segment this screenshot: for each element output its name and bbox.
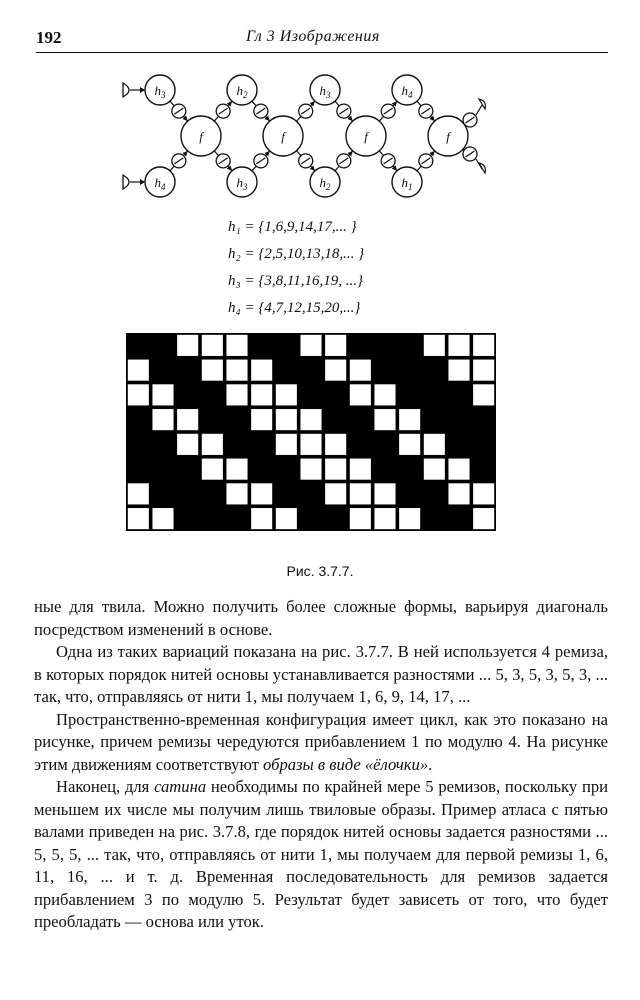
link-line [170, 166, 174, 171]
node-f-3 [428, 116, 468, 156]
link-line [335, 101, 339, 106]
weave-cell-white [177, 409, 198, 430]
link-node-13 [419, 154, 433, 168]
weave-cell-white [226, 360, 247, 381]
weave-cell-white [152, 508, 173, 529]
emphasis-text: образы в виде «ёлочки» [263, 754, 429, 774]
herringbone-weave-pattern [126, 333, 496, 531]
link-line [214, 151, 218, 156]
terminal-bottom [476, 159, 485, 173]
weave-cell-white [424, 335, 445, 356]
svg-text:h1: $h_1$ [401, 175, 413, 192]
weave-cell-white [300, 459, 321, 480]
out-node-bottom [463, 147, 477, 161]
weave-cell-white [473, 384, 494, 405]
node-top-h4-3 [392, 75, 422, 105]
weave-cell-white [226, 459, 247, 480]
link-node-7 [299, 154, 313, 168]
weave-cell-white [350, 384, 371, 405]
link-node-3 [216, 154, 230, 168]
svg-text:h4: $h_4$ [154, 175, 166, 192]
svg-text:f: f [446, 129, 450, 144]
link-node-4 [254, 104, 268, 118]
weave-cell-white [177, 434, 198, 455]
node-f-0 [181, 116, 221, 156]
weave-cell-white [424, 459, 445, 480]
svg-text:h3: $h_3$ [319, 83, 331, 100]
paragraph-3 [34, 709, 608, 777]
link-node-6 [299, 104, 313, 118]
weave-cell-white [374, 483, 395, 504]
paragraph-1 [34, 596, 608, 641]
weave-cell-white [325, 459, 346, 480]
link-node-8 [337, 104, 351, 118]
weave-background [126, 333, 496, 531]
text-run: ные для твила. Можно получить более сложные формы, варьируя диагональ посредством изменений в основе. [34, 597, 608, 639]
link-line [296, 151, 300, 156]
weave-cell-white [300, 434, 321, 455]
input-terminal-top [123, 83, 145, 97]
weave-cell-white [448, 360, 469, 381]
node-top-h3-2 [310, 75, 340, 105]
chapter-title: Гл 3 Изображения [246, 28, 380, 45]
weave-cell-white [128, 384, 149, 405]
link-node-12 [419, 104, 433, 118]
weave-cell-white [473, 483, 494, 504]
paragraph-2 [34, 641, 608, 709]
weave-cell-white [202, 335, 223, 356]
paragraph-4 [34, 776, 608, 934]
weave-cell-white [226, 483, 247, 504]
emphasis-text: сатина [154, 777, 207, 796]
weave-cell-white [128, 360, 149, 381]
link-line [379, 151, 383, 156]
weave-cell-white [202, 459, 223, 480]
weave-cell-white [473, 508, 494, 529]
link-node-1 [172, 154, 186, 168]
svg-text:h3: $h_3$ [154, 83, 166, 100]
weave-cell-white [202, 434, 223, 455]
weave-cell-white [350, 483, 371, 504]
link-line [214, 116, 218, 121]
node-bottom-h1-3 [392, 167, 422, 197]
weave-cell-white [473, 360, 494, 381]
text-run: Наконец, для [56, 777, 155, 796]
svg-text:h3: $h_3$ [236, 175, 248, 192]
weave-cell-white [177, 335, 198, 356]
link-node-5 [254, 154, 268, 168]
svg-text:f: f [199, 129, 203, 144]
page-number: 192 [36, 28, 62, 47]
link-node-2 [216, 104, 230, 118]
set-h1: h₁ = {1,6,9,14,17,... } [228, 219, 357, 235]
weave-cell-white [276, 409, 297, 430]
weave-cell-white [251, 360, 272, 381]
weave-cell-white [399, 434, 420, 455]
weave-cell-white [251, 384, 272, 405]
set-h3: h₃ = {3,8,11,16,19, ...} [228, 273, 363, 289]
node-bottom-h4-0 [145, 167, 175, 197]
node-top-h3-0 [145, 75, 175, 105]
weave-cell-white [128, 483, 149, 504]
weave-cell-white [350, 360, 371, 381]
weave-cell-white [399, 508, 420, 529]
link-node-10 [381, 104, 395, 118]
weave-cell-white [448, 483, 469, 504]
svg-text:h2: $h_2$ [319, 175, 331, 192]
link-node-9 [337, 154, 351, 168]
link-line [417, 166, 421, 171]
weave-cell-white [152, 409, 173, 430]
weave-cell-white [448, 459, 469, 480]
svg-text:f: f [364, 129, 368, 144]
link-line [379, 116, 383, 121]
svg-text:h2: $h_2$ [236, 83, 248, 100]
node-f-2 [346, 116, 386, 156]
set-h4: h₄ = {4,7,12,15,20,...} [228, 300, 361, 316]
weave-cell-white [251, 508, 272, 529]
weave-cell-white [325, 335, 346, 356]
weave-cell-white [399, 409, 420, 430]
weave-cell-white [128, 508, 149, 529]
weave-cell-white [374, 508, 395, 529]
weave-cell-white [325, 434, 346, 455]
remiz-sets [228, 214, 364, 322]
body-text [34, 596, 608, 934]
svg-text:f: f [281, 129, 285, 144]
text-run: . [428, 754, 433, 774]
link-node-0 [172, 104, 186, 118]
weave-cell-white [350, 508, 371, 529]
weave-cell-white [300, 409, 321, 430]
weave-cell-white [251, 483, 272, 504]
terminal-top [476, 99, 485, 115]
figure-caption: Рис. 3.7.7. [286, 563, 354, 579]
node-bottom-h3-1 [227, 167, 257, 197]
link-line [252, 101, 256, 106]
weave-cell-white [152, 384, 173, 405]
weave-cell-white [473, 335, 494, 356]
node-f-1 [263, 116, 303, 156]
weave-cell-white [276, 434, 297, 455]
svg-text:h4: $h_4$ [401, 83, 413, 100]
text-run: Пространственно-временная конфигурация имеет цикл, как это показано на рисунке, причем ремизы чередуются прибавлением 1 по модулю 4. На рисунке этим движениям соответствуют [34, 709, 608, 774]
link-line [296, 116, 300, 121]
node-bottom-h2-2 [310, 167, 340, 197]
weave-cell-white [202, 360, 223, 381]
weave-cell-white [448, 335, 469, 356]
link-line [170, 101, 174, 106]
weave-cell-white [276, 384, 297, 405]
text-run: Одна из таких вариаций показана на рис. 3.7.7. В ней используется 4 ремиза, в которых порядок нитей основы устанавливается разностями ... 5, 3, 5, 3, 5, 3, ... так, что, отправляясь от нити 1, мы получаем 1, 6, 9, 14, 17, ... [34, 642, 608, 706]
weave-cell-white [226, 335, 247, 356]
weave-cell-white [374, 409, 395, 430]
header-rule [36, 52, 608, 53]
weave-cell-white [300, 335, 321, 356]
cellular-automaton-diagram [120, 62, 500, 212]
node-top-h2-1 [227, 75, 257, 105]
weave-cell-white [374, 384, 395, 405]
link-line [335, 166, 339, 171]
page-header [36, 22, 608, 52]
weave-cell-white [276, 508, 297, 529]
weave-cell-white [424, 434, 445, 455]
link-line [252, 166, 256, 171]
set-h2: h₂ = {2,5,10,13,18,... } [228, 246, 365, 262]
input-terminal-bottom [123, 175, 145, 189]
weave-cell-white [251, 409, 272, 430]
link-line [417, 101, 421, 106]
text-run: необходимы по крайней мере 5 ремизов, поскольку при меньшем их числе мы получим лишь твиловые образы. Пример атласа с пятью валами приведен на рис. 3.7.8, где порядок нитей основы задается разностями ... 5, 5, 5, ... так, что, отправляясь от нити 1, мы получаем для первой ремизы 1, 6, 11, 16, ... и т. д. Временная последовательность для ремизов задается прибавлением 3 по модулю 5. Результат будет зависеть от того, что будет преобладать — основа или уток. [34, 777, 609, 931]
weave-cell-white [325, 483, 346, 504]
link-node-11 [381, 154, 395, 168]
weave-cell-white [350, 459, 371, 480]
weave-cell-white [226, 384, 247, 405]
weave-cell-white [325, 360, 346, 381]
